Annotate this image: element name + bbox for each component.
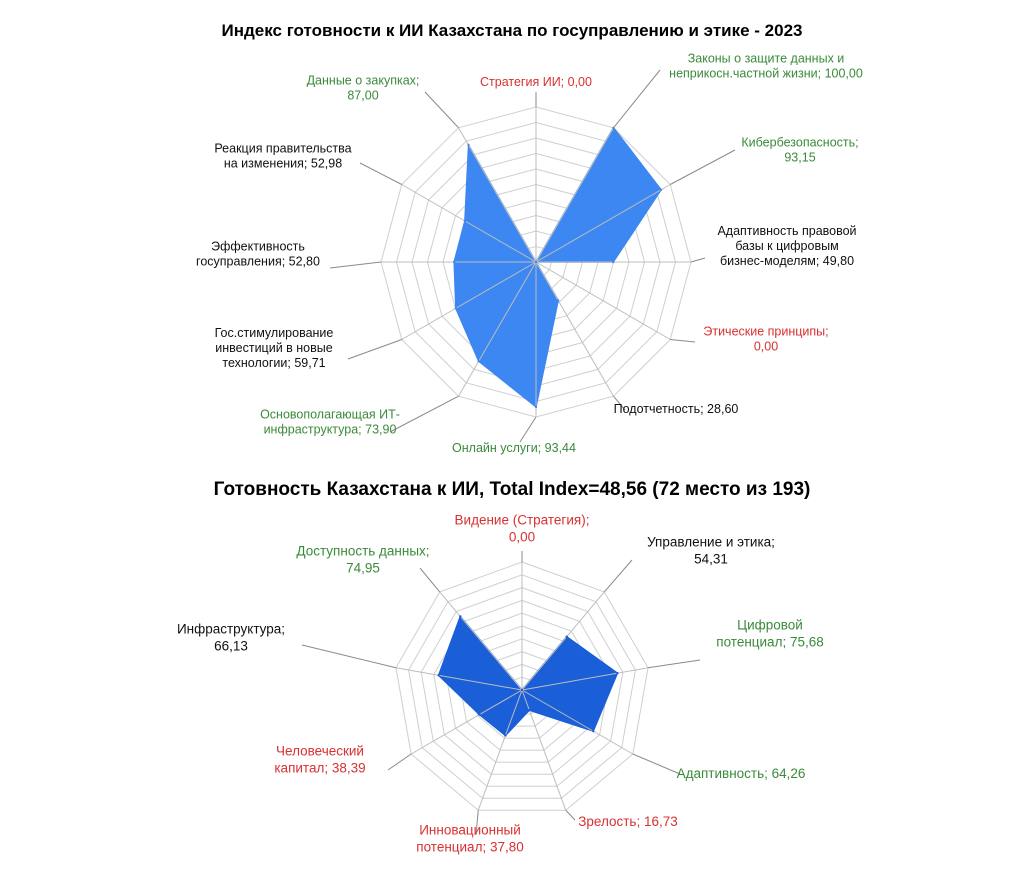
label-leader-line <box>648 660 700 668</box>
radar-chart-total-index <box>177 479 824 855</box>
category-label-line: Инфраструктура; <box>176 621 286 637</box>
category-label-line: бизнес-моделям; 49,80 <box>719 254 855 268</box>
category-label-line: Онлайн услуги; 93,44 <box>452 441 576 455</box>
category-label <box>703 325 828 354</box>
category-label-line: на изменения; 52,98 <box>223 156 343 171</box>
category-label-line: Инновационный <box>419 822 521 838</box>
category-label <box>260 408 400 437</box>
category-label-line: 93,15 <box>784 150 816 165</box>
category-label-line: Реакция правительства <box>214 141 352 156</box>
category-label-line: Цифровой <box>737 617 803 633</box>
category-label <box>274 744 365 776</box>
data-point <box>467 144 469 146</box>
category-label <box>416 823 523 855</box>
category-label-line: неприкосн.частной жизни; 100,00 <box>669 66 863 81</box>
category-label <box>455 513 590 545</box>
chart1-title: Индекс готовности к ИИ Казахстана по госуправлению и этике - 2023 <box>221 21 803 40</box>
category-label-line: 87,00 <box>347 88 379 103</box>
category-label-line: Этические принципы; <box>703 324 829 339</box>
category-label <box>214 142 351 171</box>
category-label-line: Кибербезопасность; <box>741 135 859 150</box>
label-leader-line <box>614 70 661 128</box>
data-point <box>455 307 457 309</box>
data-point <box>612 261 614 263</box>
data-point <box>592 730 594 732</box>
category-label-line: Видение (Стратегия); <box>454 512 590 528</box>
data-point <box>535 406 537 408</box>
category-label <box>669 52 863 81</box>
radar-chart-governance-ethics <box>196 21 863 455</box>
data-point <box>464 220 466 222</box>
category-label-line: Эффективность <box>211 239 305 254</box>
category-label-line: Доступность данных; <box>296 543 430 559</box>
data-point <box>535 261 537 263</box>
data-point <box>437 674 439 676</box>
category-label-line: Человеческий <box>276 743 364 759</box>
label-leader-line <box>633 754 680 774</box>
category-label <box>177 622 285 654</box>
label-leader-line <box>302 645 396 668</box>
label-leader-line <box>390 396 459 432</box>
category-label <box>717 224 856 268</box>
category-label-line: Управление и этика; <box>647 534 775 550</box>
data-point <box>616 672 618 674</box>
category-label <box>741 136 858 165</box>
category-label-line: капитал; 38,39 <box>274 760 366 776</box>
category-label-line: Законы о защите данных и <box>687 51 845 66</box>
category-label-line: 54,31 <box>694 551 728 567</box>
label-leader-line <box>566 810 575 820</box>
category-label-line: Адаптивность правовой <box>717 224 857 238</box>
category-label-line: 0,00 <box>508 529 536 545</box>
data-point <box>478 360 480 362</box>
category-label <box>307 74 420 103</box>
data-point <box>660 189 662 191</box>
data-point <box>565 636 567 638</box>
category-label-line: Данные о закупках; <box>306 73 420 88</box>
category-label <box>647 535 775 567</box>
category-label <box>452 441 576 455</box>
category-label-line: базы к цифровым <box>735 239 839 253</box>
chart2-title: Готовность Казахстана к ИИ, Total Index=48,56 (72 место из 193) <box>213 479 811 500</box>
label-leader-line <box>670 340 695 343</box>
category-label-line: инвестиций в новые <box>215 341 333 355</box>
category-label <box>215 326 334 370</box>
category-label <box>196 240 320 269</box>
label-leader-line <box>330 262 381 268</box>
category-label <box>480 75 592 89</box>
label-leader-line <box>604 560 632 592</box>
category-label-line: Зрелость; 16,73 <box>578 814 678 829</box>
label-leader-line <box>425 92 459 128</box>
data-point <box>459 615 461 617</box>
category-label-line: Подотчетность; 28,60 <box>613 402 739 416</box>
data-point <box>478 713 480 715</box>
category-label-line: 66,13 <box>214 638 248 654</box>
category-label <box>614 402 739 416</box>
data-point <box>453 261 455 263</box>
category-label-line: потенциал; 75,68 <box>716 634 824 650</box>
category-label <box>716 618 823 650</box>
category-label-line: технологии; 59,71 <box>222 356 326 370</box>
label-leader-line <box>520 417 536 442</box>
label-leader-line <box>388 754 411 770</box>
data-point <box>521 689 523 691</box>
data-point <box>557 299 559 301</box>
category-label-line: 74,95 <box>346 560 380 576</box>
category-label-line: инфраструктура; 73,90 <box>263 422 397 437</box>
category-label-line: Стратегия ИИ; 0,00 <box>480 75 592 89</box>
category-label-line: Основополагающая ИТ- <box>260 407 400 422</box>
label-leader-line <box>670 150 735 185</box>
category-label-line: Гос.стимулирование <box>214 326 334 340</box>
category-label <box>296 544 429 576</box>
category-label-line: госуправления; 52,80 <box>196 254 320 269</box>
label-leader-line <box>420 568 440 592</box>
label-leader-line <box>348 340 402 360</box>
category-label <box>677 766 806 781</box>
label-leader-line <box>691 258 705 262</box>
category-label-line: 0,00 <box>753 339 779 354</box>
data-point <box>528 709 530 711</box>
category-label <box>578 814 678 829</box>
category-label-line: Адаптивность; 64,26 <box>676 766 806 781</box>
category-label-line: потенциал; 37,80 <box>416 839 524 855</box>
data-point <box>504 734 506 736</box>
label-leader-line <box>360 163 402 185</box>
